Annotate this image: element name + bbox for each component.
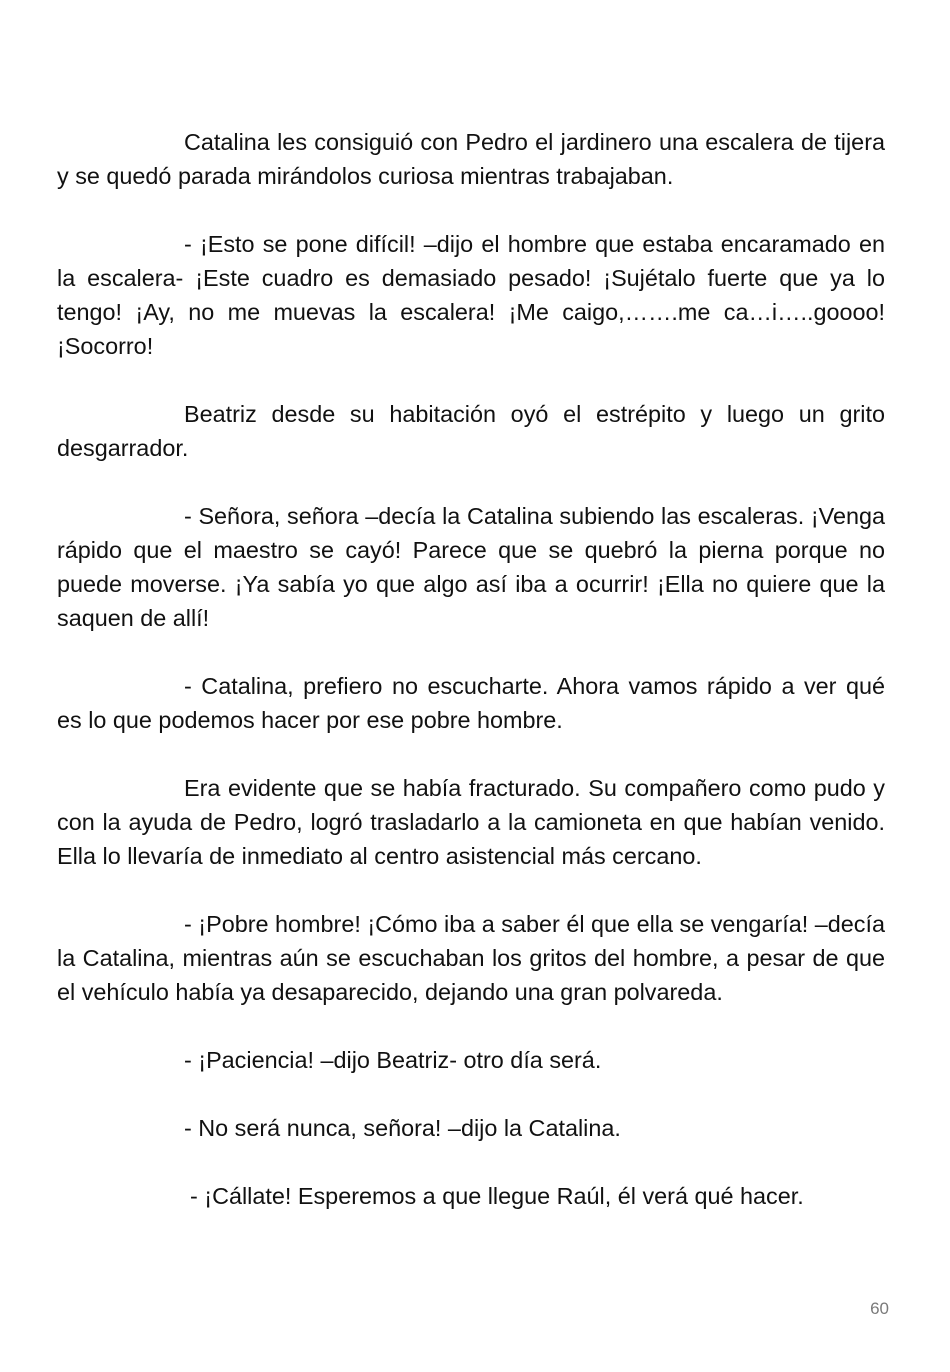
paragraph: - Señora, señora –decía la Catalina subiendo las escaleras. ¡Venga rápido que el maestro se cayó! Parece que se quebró la pierna porque no puede moverse. ¡Ya sabía yo que algo así iba a ocurrir! ¡Ella no quiere que la saquen de allí!	[57, 503, 885, 631]
paragraph: - ¡Esto se pone difícil! –dijo el hombre que estaba encaramado en la escalera- ¡Este cuadro es demasiado pesado! ¡Sujétalo fuerte que ya lo tengo! ¡Ay, no me muevas la escalera! ¡Me caigo,…….me ca…i…..goooo! ¡Socorro!	[57, 231, 885, 359]
paragraph: Era evidente que se había fracturado. Su compañero como pudo y con la ayuda de Pedro, logró trasladarlo a la camioneta en que habían venido. Ella lo llevaría de inmediato al centro asistencial más cercano.	[57, 775, 885, 869]
paragraph: - ¡Cállate! Esperemos a que llegue Raúl, él verá qué hacer.	[190, 1183, 804, 1209]
paragraph: - ¡Pobre hombre! ¡Cómo iba a saber él que ella se vengaría! –decía la Catalina, mientras aún se escuchaban los gritos del hombre, a pesar de que el vehículo había ya desaparecido, dejando una gran polvareda.	[57, 911, 885, 1005]
paragraph: - ¡Paciencia! –dijo Beatriz- otro día será.	[184, 1047, 602, 1073]
paragraph: - No será nunca, señora! –dijo la Catalina.	[184, 1115, 621, 1141]
paragraph: - Catalina, prefiero no escucharte. Ahora vamos rápido a ver qué es lo que podemos hacer por ese pobre hombre.	[57, 673, 885, 733]
document-body	[57, 125, 885, 1247]
paragraph: Beatriz desde su habitación oyó el estrépito y luego un grito desgarrador.	[57, 401, 885, 461]
page-number: 60	[870, 1299, 889, 1318]
paragraph: Catalina les consiguió con Pedro el jardinero una escalera de tijera y se quedó parada mirándolos curiosa mientras trabajaban.	[57, 129, 885, 189]
